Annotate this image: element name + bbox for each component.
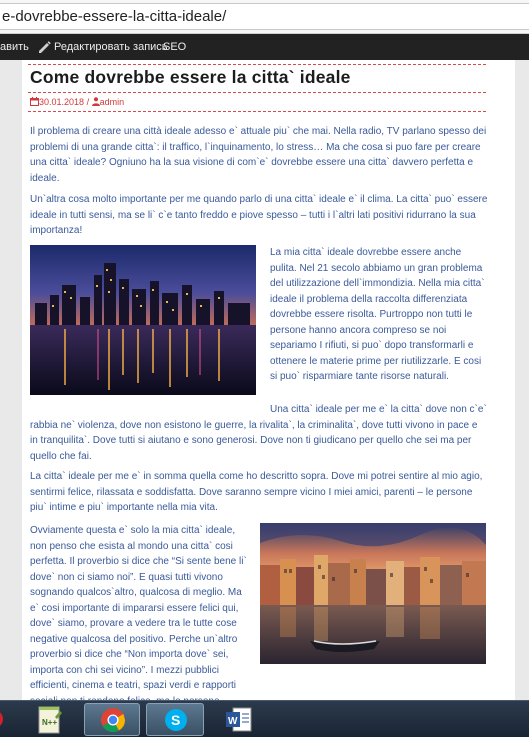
top-divider xyxy=(28,64,486,65)
taskbar-opera[interactable] xyxy=(0,703,8,736)
svg-text:S: S xyxy=(171,712,181,728)
notepad-plus-plus-icon xyxy=(26,703,74,736)
skype-icon xyxy=(147,704,205,737)
svg-text:N++: N++ xyxy=(42,718,58,727)
meta-divider xyxy=(28,111,486,112)
admin-bar-item-add[interactable]: авить xyxy=(0,41,29,53)
title-divider xyxy=(28,92,486,93)
canal-town-sunset-image xyxy=(260,523,486,664)
pencil-icon xyxy=(37,40,51,54)
taskbar-chrome[interactable] xyxy=(84,703,140,736)
taskbar-skype[interactable] xyxy=(146,703,204,736)
browser-address-bar xyxy=(0,0,529,34)
calendar-icon xyxy=(30,97,39,106)
post-title[interactable]: Come dovrebbe essere la citta` ideale xyxy=(30,67,351,87)
taskbar-notepad-plus-plus[interactable] xyxy=(26,703,74,736)
article xyxy=(22,60,515,700)
post-author[interactable]: admin xyxy=(99,97,125,107)
taskbar xyxy=(0,700,529,737)
chrome-icon xyxy=(85,704,141,737)
word-icon xyxy=(212,703,268,736)
admin-bar-item-edit-post[interactable]: Редактировать запись xyxy=(54,41,168,53)
admin-bar-item-seo[interactable]: SEO xyxy=(163,41,187,53)
svg-text:W: W xyxy=(228,716,238,727)
post-meta xyxy=(30,97,124,107)
paragraph-1: Il problema di creare una città ideale adesso e` attuale piu` che mai. Nella radio, TV parlano spesso dei problemi di una grande citta`: il traffico, l`inquinamento, lo stress… Ma che cosa si puo fare per creare una citta` ideale? Ogniuno ha la sua visione di com`e` dovrebbe essere una citta` davvero perfetta e ideale. xyxy=(30,126,487,184)
taskbar-word[interactable] xyxy=(212,703,268,736)
paragraph-4: Una citta` ideale per me e` la citta` dove non c`e` rabbia ne` violenza, dove non esistono le guerre, la rivalita`, la criminalita`, dove tutti vivono in pace e in tranquilita`. Dove tutti si aiutano e sono generosi. Dove non ti giudicano per quello che sei ma per quello che fai. xyxy=(30,404,487,462)
url-text: e-dovrebbe-essere-la-citta-ideale/ xyxy=(2,8,227,25)
user-icon xyxy=(92,97,100,106)
paragraph-6: Ovviamente questa e` solo la mia citta` ideale, non penso che esista al mondo una citta` cosi perfetta. Il proverbio si dice che “Si sente bene li` dove` non ci siamo noi”. E quasi tutti vivono sognando qualcos`altro, qualcosa di meglio. Ma e` cosi importante di imparars​i essere felici qui, dove` siamo, provare a vedere tra le tutte cose negative qualcosa del positivo. Perche un`altro proverbio si dice che “Non importa dove` sei, importa con chi sei vicino”. I mezzi pubblici efficienti, cinema e teatri, spazi verdi e rapporti xyxy=(30,525,247,691)
url-field[interactable] xyxy=(0,3,529,30)
wp-admin-bar xyxy=(0,34,529,60)
paragraph-3: La mia citta` ideale dovrebbe essere anche pulita. Nel 21 secolo abbiamo un gran problema del utilizzazione dell`immondizia. Nella mia citta` ideale il problema della raccolta differenziata dovrebbe essere risolta. Purtroppo non tutti le persone hanno ancora compreso se noi separiamo I rifiuti, si puo` dopo transformarli e ottenere le materie prime per riutilizzarle. E cosi si puo` risparmiare tante risorse naturali. xyxy=(270,247,485,382)
paragraph-2: Un`altra cosa molto importante per me quando parlo di una citta` ideale e` il clima. La citta` puo` essere ideale in tutti sensi, ma se li` c`e tanto freddo e piove spesso – tutti i l`altri lati positivi ridurrano la sua importanza! xyxy=(30,194,488,236)
page-side-strip xyxy=(515,60,529,700)
meta-separator: / xyxy=(86,97,90,107)
paragraph-5: La citta` ideale per me e` in somma quella come ho descritto sopra. Dove mi potrei sentire al mio agio, sentirmi felice, rilassata e soddisfatta. Dove saranno sempre vicino I miei amici, parenti – le persone piu` intime e piu` importante nella mia vita. xyxy=(30,471,483,513)
night-city-skyline-image xyxy=(30,245,256,395)
opera-icon xyxy=(0,703,8,736)
post-date: 30.01.2018 xyxy=(39,97,85,107)
